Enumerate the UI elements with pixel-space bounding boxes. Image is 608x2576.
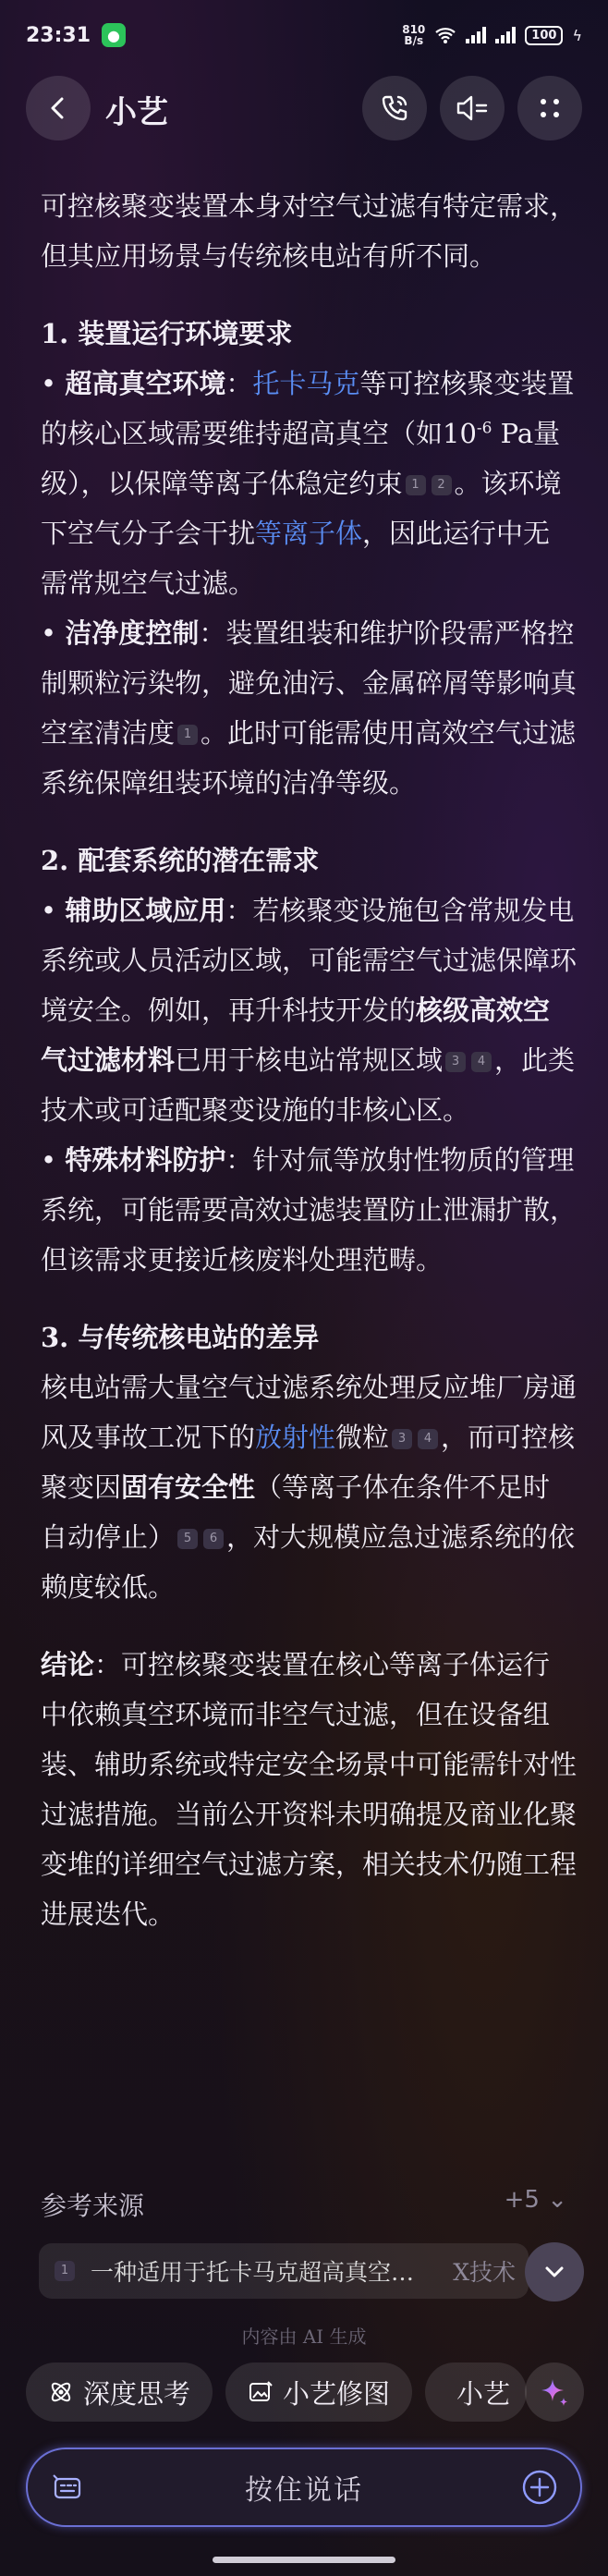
section-heading-1: 1. 装置运行环境要求 (41, 318, 293, 349)
call-button[interactable] (362, 76, 427, 140)
speaker-off-icon (455, 94, 490, 122)
bullet-cleanliness: • 洁净度控制：装置组装和维护阶段需严格控制颗粒污染物，避免油污、金属碎屑等影响真空室清洁度 1 。此时可能需使用高效空气过滤系统保障组装环境的洁净等级。 (41, 617, 578, 799)
reference-index: 1 (55, 2261, 75, 2281)
wifi-icon (434, 26, 456, 44)
keyboard-icon[interactable] (52, 2473, 85, 2501)
sparkle-button[interactable] (525, 2362, 584, 2422)
citation-badge[interactable]: 2 (432, 475, 452, 495)
reference-title: 一种适用于托卡马克超高真空… (91, 2259, 415, 2286)
bullet-special-material: • 特殊材料防护：针对氚等放射性物质的管理系统，可能需要高效过滤装置防止泄漏扩散，但该需求更接近核废料处理范畴。 (41, 1144, 578, 1276)
wechat-icon: ● (102, 23, 126, 47)
section-heading-3: 3. 与传统核电站的差异 (41, 1322, 320, 1353)
net-speed: 810 B/s (402, 23, 426, 47)
image-edit-icon (248, 2379, 274, 2405)
ai-generated-note: 内容由 AI 生成 (241, 2326, 367, 2348)
sparkle-icon (539, 2376, 570, 2408)
atom-icon (48, 2379, 74, 2405)
home-indicator[interactable] (213, 2557, 395, 2563)
voice-input-bar[interactable] (26, 2448, 582, 2527)
reference-source: X技术 (453, 2259, 516, 2286)
charging-icon: ϟ (572, 26, 582, 44)
signal-icon-2 (495, 27, 516, 43)
references-header[interactable] (41, 2186, 567, 2223)
hold-to-talk-label: 按住说话 (245, 2474, 363, 2507)
citation-badge[interactable]: 3 (445, 1052, 466, 1072)
citation-badge[interactable]: 5 (177, 1529, 198, 1549)
difference-paragraph: 核电站需大量空气过滤系统处理反应堆厂房通风及事故工况下的放射性微粒 3 4 ，而可控核聚变因固有安全性（等离子体在条件不足时自动停止） 5 6 ，对大规模应急过滤系统的依赖度较低。 (41, 1372, 578, 1603)
reference-card[interactable] (39, 2243, 529, 2299)
header (0, 72, 608, 146)
page-title: 小艺 (105, 94, 168, 131)
citation-badge[interactable]: 4 (418, 1429, 438, 1449)
chevron-down-icon: ⌄ (547, 2186, 567, 2214)
citation-badge[interactable]: 1 (177, 725, 198, 745)
link-tokamak[interactable]: 托卡马克 (252, 368, 360, 399)
status-bar (0, 0, 608, 70)
phone-call-icon (379, 92, 410, 124)
scroll-down-button[interactable] (525, 2242, 584, 2301)
link-plasma[interactable]: 等离子体 (255, 518, 363, 549)
plus-circle-icon[interactable] (521, 2469, 558, 2506)
chevron-down-icon (542, 2260, 566, 2284)
back-button[interactable] (26, 76, 91, 140)
battery-icon: 100 (525, 26, 563, 45)
voice-toggle-button[interactable] (440, 76, 505, 140)
conclusion-paragraph: 结论：可控核聚变装置在核心等离子体运行中依赖真空环境而非空气过滤，但在设备组装、辅助系统或特定安全场景中可能需针对性过滤措施。当前公开资料未明确提及商业化聚变堆的详细空气过滤方案，相关技术仍随工程进展迭代。 (41, 1649, 578, 1930)
references-title: 参考来源 (41, 2191, 145, 2221)
chip-video[interactable]: 小艺 (425, 2362, 527, 2422)
bullet-vacuum: • 超高真空环境：托卡马克等可控核聚变装置的核心区域需要维持超高真空（如$10^{-6}$ Pa量级），以保障等离子体稳定约束 1 2 。该环境下空气分子会干扰等离子体，因此运行中无需常规空气过滤。 (41, 368, 575, 599)
citation-badge[interactable]: 3 (392, 1429, 412, 1449)
chip-deep-thinking[interactable]: 深度思考 (26, 2362, 213, 2422)
references-count: +5 ⌄ (504, 2186, 567, 2214)
link-radioactivity[interactable]: 放射性 (255, 1422, 336, 1453)
bullet-auxiliary: • 辅助区域应用：若核聚变设施包含常规发电系统或人员活动区域，可能需空气过滤保障环境安全。例如，再升科技开发的核级高效空气过滤材料已用于核电站常规区域 3 4 ，此类技术或可适配聚变设施的非核心区。 (41, 895, 578, 1126)
signal-icon (466, 27, 486, 43)
intro-paragraph: 可控核聚变装置本身对空气过滤有特定需求，但其应用场景与传统核电站有所不同。 (41, 190, 578, 272)
status-time: 23:31 (26, 23, 91, 47)
quick-actions (26, 2362, 527, 2422)
citation-badge[interactable]: 6 (203, 1529, 224, 1549)
chevron-left-icon (46, 96, 70, 120)
chip-image-edit[interactable]: 小艺修图 (225, 2362, 412, 2422)
citation-badge[interactable]: 4 (471, 1052, 492, 1072)
section-heading-2: 2. 配套系统的潜在需求 (41, 845, 320, 876)
more-dots-icon (538, 96, 562, 120)
more-button[interactable] (517, 76, 582, 140)
citation-badge[interactable]: 1 (406, 475, 426, 495)
answer-content (41, 181, 577, 1939)
